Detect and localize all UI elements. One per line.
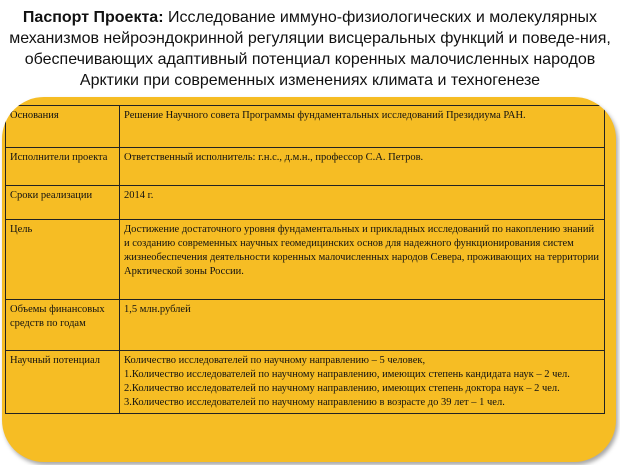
row-value	[120, 351, 605, 414]
table-row	[6, 220, 605, 300]
row-label: Сроки реализации	[6, 186, 120, 220]
row-value-line: Количество исследователей по научному направлению – 5 человек,	[124, 355, 426, 366]
row-label: Цель	[6, 220, 120, 300]
table-row	[6, 300, 605, 351]
row-value-line: Ответственный исполнитель: г.н.с., д.м.н., профессор С.А. Петров.	[124, 152, 424, 163]
row-value-line: 3.Количество исследователей по научному направлению в возрасте до 39 лет – 1 чел.	[124, 397, 505, 408]
row-value-line: 2014 г.	[124, 190, 154, 201]
row-value	[120, 220, 605, 300]
row-label: Научный потенциал	[6, 351, 120, 414]
row-value-line: 2.Количество исследователей по научному направлению, имеющих степень доктора наук – 2 чел.	[124, 383, 560, 394]
row-value-line: 1.Количество исследователей по научному направлению, имеющих степень кандидата наук – 2 чел.	[124, 369, 570, 380]
row-label: Объемы финансовых средств по годам	[6, 300, 120, 351]
title-bold-prefix: Паспорт Проекта:	[22, 9, 164, 26]
row-label: Основания	[6, 106, 120, 148]
title-text: Исследование иммуно-физиологических и молекулярных механизмов нейроэндокринной регуляции висцеральных функций и поведе-ния, обеспечивающих адаптивный потенциал коренных малочисленных народов Арктики при современных изменениях климата и техногенезе	[9, 9, 611, 89]
row-value	[120, 300, 605, 351]
row-label: Исполнители проекта	[6, 148, 120, 186]
table-row	[6, 148, 605, 186]
row-value-line: 1,5 млн.рублей	[124, 304, 191, 315]
row-value	[120, 148, 605, 186]
row-value-line: Достижение достаточного уровня фундаментальных и прикладных исследований по накоплению знаний и созданию современных научных геомедицинских основ для надежного функционирования систем жизнеобеспечения деятельности коренных малочисленных народов Севера, проживающих на территории Арктической зоны России.	[124, 224, 600, 277]
project-info-card	[2, 97, 616, 462]
row-value	[120, 106, 605, 148]
table-row	[6, 106, 605, 148]
project-passport-table	[5, 105, 605, 414]
project-passport-title	[6, 7, 614, 91]
table-row	[6, 351, 605, 414]
row-value-line: Решение Научного совета Программы фундаментальных исследований Президиума РАН.	[124, 110, 526, 121]
table-row	[6, 186, 605, 220]
row-value	[120, 186, 605, 220]
